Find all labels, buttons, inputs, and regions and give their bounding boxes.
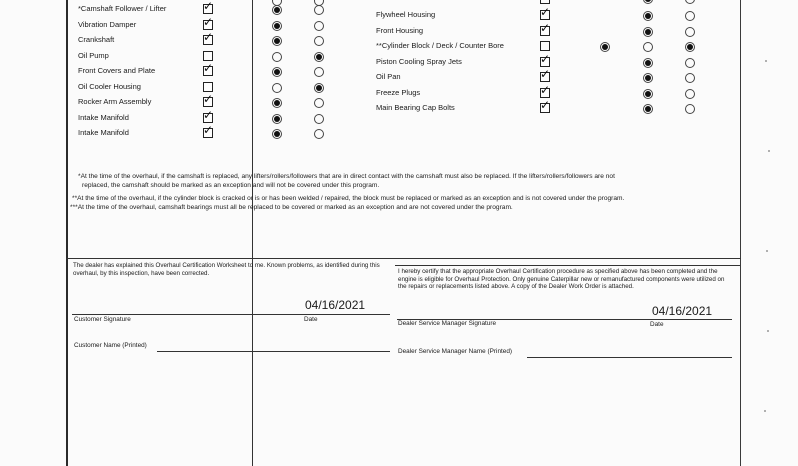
manager-name-line[interactable] [527, 357, 732, 358]
manager-statement: I hereby certify that the appropriate Overhaul Certification procedure as specified above has been completed and the engine is eligible for Overhaul Protection. Only genuine Caterpillar new or remanufactured components were utilized on the repairs or replacements listed above. A copy of the Dealer Work Order is attached. [398, 268, 725, 290]
manager-signature-label: Dealer Service Manager Signature [398, 320, 497, 327]
manager-date-label: Date [650, 321, 664, 328]
scan-speck [765, 60, 767, 62]
component-radio-2[interactable] [685, 42, 695, 52]
item-checkbox-partial[interactable] [540, 0, 550, 4]
component-checkbox[interactable] [540, 103, 550, 113]
component-radio-1[interactable] [272, 67, 282, 77]
component-checkbox[interactable] [203, 35, 213, 45]
component-radio-1[interactable] [643, 11, 653, 21]
customer-name-line[interactable] [157, 351, 390, 352]
component-radio-2[interactable] [314, 129, 324, 139]
component-radio-1[interactable] [272, 5, 282, 15]
radio-partial[interactable] [272, 0, 282, 6]
component-label: **Cylinder Block / Deck / Counter Bore [376, 41, 504, 50]
component-label: Flywheel Housing [376, 10, 436, 19]
section-rule [395, 265, 740, 266]
component-radio-2[interactable] [314, 36, 324, 46]
component-radio-2[interactable] [314, 21, 324, 31]
footnote-camshaft: *At the time of the overhaul, if the camshaft is replaced, any lifters/rollers/followers that are in direct contact with the camshaft must also be replaced. If the lifters/rollers/followers are not [78, 173, 615, 180]
radio-partial[interactable] [314, 0, 324, 6]
form-left-border [66, 0, 68, 466]
component-checkbox[interactable] [540, 57, 550, 67]
component-label: Intake Manifold [78, 112, 129, 122]
component-checkbox[interactable] [203, 51, 213, 61]
form-right-border [740, 0, 741, 466]
customer-signature-line[interactable] [72, 314, 390, 315]
component-radio-1[interactable] [272, 36, 282, 46]
component-radio-2[interactable] [314, 98, 324, 108]
component-radio-1[interactable] [272, 114, 282, 124]
component-radio-2[interactable] [314, 67, 324, 77]
component-label: *Camshaft Follower / Lifter [78, 4, 167, 13]
component-checkbox[interactable] [540, 72, 550, 82]
scan-speck [766, 250, 768, 252]
component-checkbox[interactable] [203, 97, 213, 107]
component-checkbox[interactable] [540, 88, 550, 98]
component-radio-1[interactable] [643, 58, 653, 68]
column-divider [252, 0, 253, 466]
component-label: Front Covers and Plate [78, 66, 156, 75]
scan-speck [768, 150, 770, 152]
footnote-camshaft-bearings: ***At the time of the overhaul, camshaft bearings must all be replaced to be covered or marked as an exception and are not covered under the program. [70, 204, 513, 211]
component-radio-1[interactable] [643, 89, 653, 99]
component-radio-2[interactable] [685, 104, 695, 114]
customer-date-value: 04/16/2021 [305, 298, 366, 312]
scan-speck [764, 410, 766, 412]
scan-speck [767, 330, 769, 332]
component-radio-1[interactable] [272, 52, 282, 62]
manager-name-label: Dealer Service Manager Name (Printed) [398, 348, 513, 355]
component-label: Crankshaft [78, 35, 115, 44]
component-radio-2[interactable] [685, 89, 695, 99]
component-label: Oil Cooler Housing [78, 81, 141, 91]
component-radio-selected[interactable] [600, 42, 610, 52]
component-radio-2[interactable] [314, 52, 324, 62]
manager-date-value: 04/16/2021 [652, 304, 713, 318]
component-label: Freeze Plugs [376, 87, 421, 97]
component-label: Oil Pan [376, 72, 401, 81]
component-radio-2[interactable] [685, 27, 695, 37]
component-radio-2[interactable] [685, 11, 695, 21]
component-radio-2[interactable] [314, 83, 324, 93]
component-checkbox[interactable] [540, 10, 550, 20]
component-label: Piston Cooling Spray Jets [376, 56, 462, 66]
radio-partial[interactable] [643, 0, 653, 4]
customer-signature-label: Customer Signature [74, 316, 131, 323]
footnote-cylinder-block: **At the time of the overhaul, if the cylinder block is cracked or is or has been welded / repaired, the block must be replaced or marked as an exception and is not covered under the program. [72, 195, 625, 202]
dealer-statement: The dealer has explained this Overhaul Certification Worksheet to me. Known problems, as identified during this overhaul, by this inspection, have been corrected. [73, 262, 380, 277]
component-checkbox[interactable] [203, 128, 213, 138]
component-checkbox[interactable] [203, 113, 213, 123]
component-checkbox[interactable] [203, 66, 213, 76]
footnote-camshaft-cont: replaced, the camshaft should be marked as an exception and will not be covered under this program. [82, 182, 380, 189]
component-checkbox[interactable] [540, 26, 550, 36]
component-label: Intake Manifold [78, 128, 129, 137]
component-radio-2[interactable] [314, 114, 324, 124]
component-label: Rocker Arm Assembly [78, 97, 152, 106]
customer-date-label: Date [304, 316, 318, 323]
component-radio-2[interactable] [314, 5, 324, 15]
component-checkbox[interactable] [203, 20, 213, 30]
component-checkbox[interactable] [203, 4, 213, 14]
radio-partial[interactable] [685, 0, 695, 4]
component-radio-1[interactable] [643, 27, 653, 37]
section-rule [66, 258, 741, 259]
component-radio-1[interactable] [272, 83, 282, 93]
customer-name-label: Customer Name (Printed) [74, 342, 147, 349]
component-radio-2[interactable] [685, 58, 695, 68]
component-radio-1[interactable] [272, 98, 282, 108]
component-radio-1[interactable] [643, 104, 653, 114]
component-label: Oil Pump [78, 50, 109, 60]
component-checkbox[interactable] [540, 41, 550, 51]
component-radio-1[interactable] [643, 73, 653, 83]
component-label: Front Housing [376, 25, 424, 35]
component-label: Vibration Damper [78, 19, 137, 29]
component-radio-1[interactable] [643, 42, 653, 52]
component-label: Main Bearing Cap Bolts [376, 103, 455, 112]
component-radio-1[interactable] [272, 21, 282, 31]
component-radio-1[interactable] [272, 129, 282, 139]
component-checkbox[interactable] [203, 82, 213, 92]
component-radio-2[interactable] [685, 73, 695, 83]
